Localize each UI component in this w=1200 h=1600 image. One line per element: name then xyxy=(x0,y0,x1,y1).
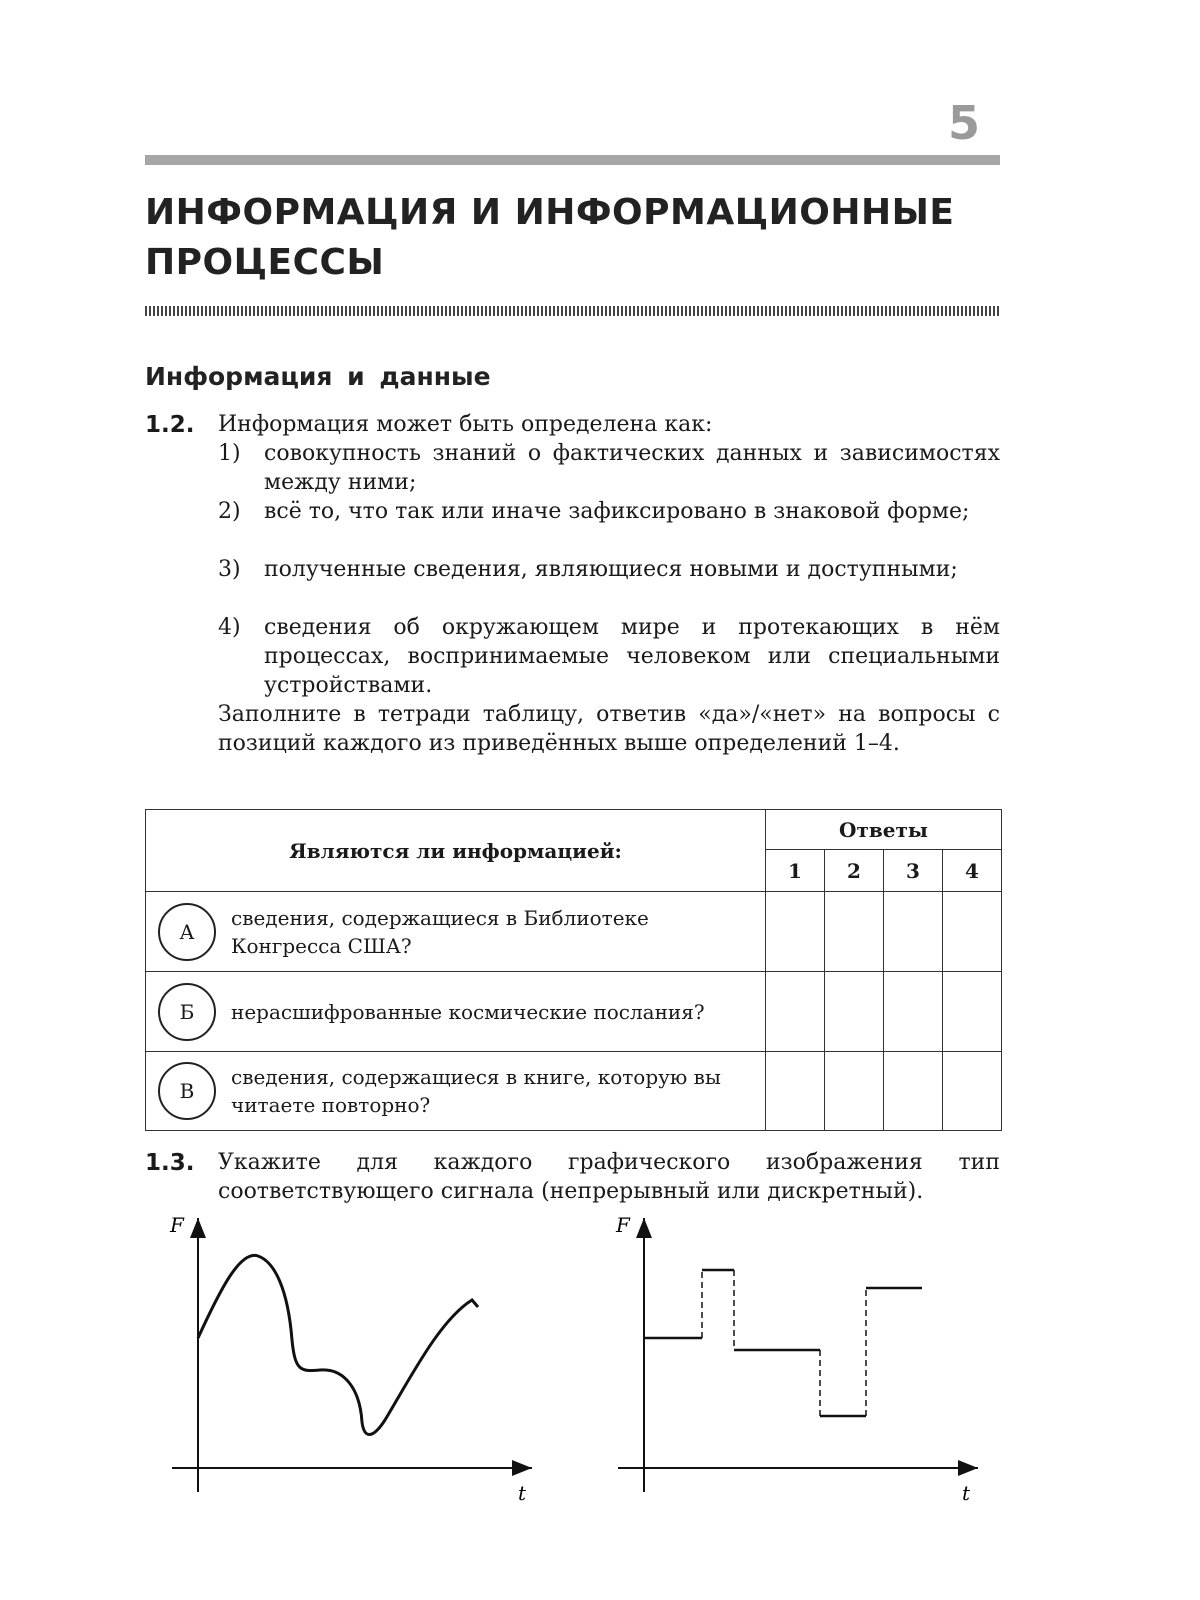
answer-cell xyxy=(884,1052,943,1131)
option-text: сведения об окружающем мире и протекающих в нём процессах, воспринимаемые человеком или специальными устройствами. xyxy=(264,615,1000,698)
table-row xyxy=(146,1052,1002,1131)
y-axis-label: F xyxy=(170,1213,184,1237)
answer-column-header: 4 xyxy=(943,850,1002,892)
page-number: 5 xyxy=(947,96,980,150)
option-item xyxy=(218,555,1000,584)
row-letter-badge: В xyxy=(158,1062,216,1120)
answer-cell xyxy=(943,972,1002,1052)
option-text: совокупность знаний о фактических данных и зависимостях между ними; xyxy=(264,441,1000,495)
task-text: Укажите для каждого графического изображения тип соответствующего сигнала (непрерывный или дискретный). xyxy=(218,1150,1000,1204)
option-item xyxy=(218,613,1000,700)
answer-cell xyxy=(766,972,825,1052)
question-cell xyxy=(146,892,766,972)
discrete-signal-graph xyxy=(600,1210,1000,1510)
task-number: 1.2. xyxy=(145,412,195,438)
answer-cell xyxy=(766,1052,825,1131)
task-intro: Информация может быть определена как: xyxy=(218,412,713,437)
answer-cell xyxy=(825,892,884,972)
option-text: всё то, что так или иначе зафиксировано в знаковой форме; xyxy=(264,499,970,524)
answer-cell xyxy=(825,972,884,1052)
answer-cell xyxy=(884,892,943,972)
answer-cell xyxy=(884,972,943,1052)
question-text: нерасшифрованные космические послания? xyxy=(231,999,705,1024)
row-letter-badge: Б xyxy=(158,983,216,1041)
question-header: Являются ли информацией: xyxy=(146,810,766,892)
answer-column-header: 3 xyxy=(884,850,943,892)
top-rule xyxy=(145,155,1000,165)
step-levels xyxy=(644,1270,922,1416)
section-title: Информация и данные xyxy=(145,362,491,391)
answer-cell xyxy=(766,892,825,972)
continuous-curve xyxy=(198,1255,478,1434)
answer-cell xyxy=(943,1052,1002,1131)
row-letter-badge: А xyxy=(158,903,216,961)
continuous-signal-graph xyxy=(150,1210,550,1510)
hatched-divider xyxy=(145,306,1000,316)
chapter-title: ИНФОРМАЦИЯ И ИНФОРМАЦИОННЫЕ ПРОЦЕССЫ xyxy=(145,192,955,283)
task-number: 1.3. xyxy=(145,1150,195,1176)
option-number: 1) xyxy=(218,441,241,466)
answer-column-header: 1 xyxy=(766,850,825,892)
option-item xyxy=(218,497,1000,526)
task-instruction: Заполните в тетради таблицу, ответив «да»/«нет» на вопросы с позиций каждого из приведённых выше определений 1–4. xyxy=(218,702,1000,756)
option-number: 4) xyxy=(218,615,241,640)
y-axis-label: F xyxy=(616,1213,630,1237)
x-axis-label: t xyxy=(962,1481,971,1505)
question-cell xyxy=(146,972,766,1052)
answer-column-header: 2 xyxy=(825,850,884,892)
answers-table xyxy=(145,809,1002,1131)
option-text: полученные сведения, являющиеся новыми и доступными; xyxy=(264,557,958,582)
table-row xyxy=(146,892,1002,972)
answer-cell xyxy=(943,892,1002,972)
answers-header: Ответы xyxy=(766,810,1002,850)
table-row xyxy=(146,972,1002,1052)
option-item xyxy=(218,439,1000,497)
question-text: сведения, содержащиеся в Библиотеке Конгресса США? xyxy=(231,905,649,958)
question-text: сведения, содержащиеся в книге, которую вы читаете повторно? xyxy=(231,1065,721,1117)
option-number: 3) xyxy=(218,557,241,582)
question-cell xyxy=(146,1052,766,1131)
answer-cell xyxy=(825,1052,884,1131)
step-transitions xyxy=(702,1270,866,1416)
x-axis-label: t xyxy=(518,1481,527,1505)
option-number: 2) xyxy=(218,499,241,524)
